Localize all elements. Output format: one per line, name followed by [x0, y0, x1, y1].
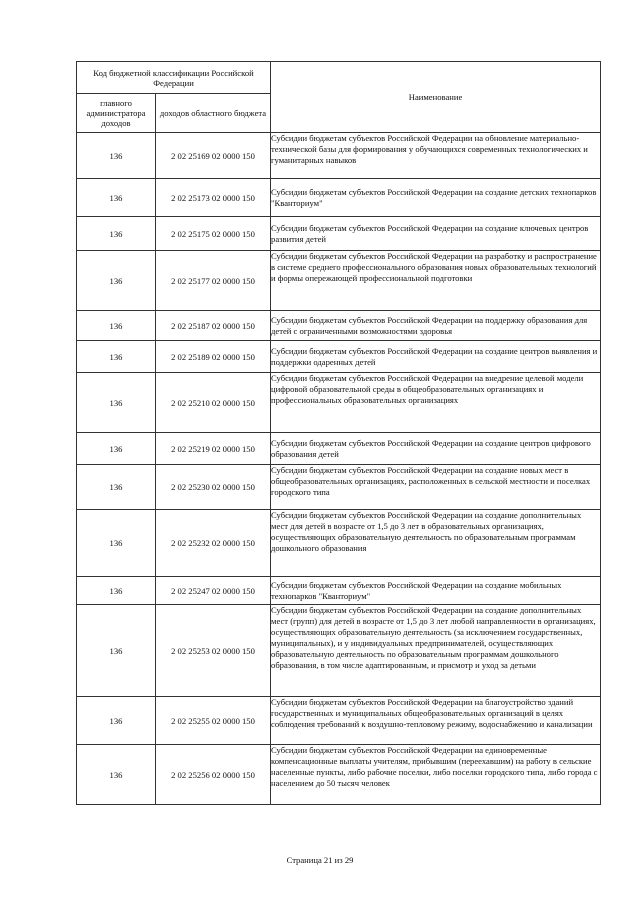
income-code-cell: 2 02 25232 02 0000 150 [156, 510, 271, 577]
table-row [77, 433, 601, 465]
header-classification-group: Код бюджетной классификации Российской Федерации [77, 62, 271, 94]
table-row [77, 605, 601, 697]
admin-code-cell: 136 [77, 697, 156, 745]
table-row [77, 341, 601, 373]
admin-code-cell: 136 [77, 577, 156, 605]
table-row [77, 373, 601, 433]
name-cell: Субсидии бюджетам субъектов Российской Федерации на создание центров цифрового образования детей [271, 433, 601, 465]
admin-code-cell: 136 [77, 251, 156, 311]
name-cell: Субсидии бюджетам субъектов Российской Федерации на создание дополнительных мест для детей в возрасте от 1,5 до 3 лет в образовательных организациях, осуществляющих образовательную деятельность по образовательным программам дошкольного образования [271, 510, 601, 577]
income-code-cell: 2 02 25210 02 0000 150 [156, 373, 271, 433]
table-row [77, 251, 601, 311]
name-cell: Субсидии бюджетам субъектов Российской Федерации на разработку и распространение в системе среднего профессионального образования новых образовательных технологий и формы опережающей профессиональной подготовки [271, 251, 601, 311]
income-code-cell: 2 02 25175 02 0000 150 [156, 217, 271, 251]
name-cell: Субсидии бюджетам субъектов Российской Федерации на поддержку образования для детей с ограниченными возможностями здоровья [271, 311, 601, 341]
header-name: Наименование [271, 62, 601, 133]
income-code-cell: 2 02 25230 02 0000 150 [156, 465, 271, 510]
admin-code-cell: 136 [77, 133, 156, 179]
income-code-cell: 2 02 25189 02 0000 150 [156, 341, 271, 373]
name-cell: Субсидии бюджетам субъектов Российской Федерации на создание ключевых центров развития детей [271, 217, 601, 251]
name-cell: Субсидии бюджетам субъектов Российской Федерации на благоустройство зданий государственных и муниципальных общеобразовательных организаций в целях соблюдения требований к воздушно-тепловому режиму, водоснабжению и канализации [271, 697, 601, 745]
admin-code-cell: 136 [77, 510, 156, 577]
page-footer: Страница 21 из 29 [286, 855, 354, 865]
table-row [77, 577, 601, 605]
admin-code-cell: 136 [77, 341, 156, 373]
table-row [77, 179, 601, 217]
name-cell: Субсидии бюджетам субъектов Российской Федерации на внедрение целевой модели цифровой образовательной среды в общеобразовательных организациях и профессиональных образовательных организациях [271, 373, 601, 433]
name-cell: Субсидии бюджетам субъектов Российской Федерации на создание центров выявления и поддержки одаренных детей [271, 341, 601, 373]
table-row [77, 311, 601, 341]
table-row [77, 217, 601, 251]
name-cell: Субсидии бюджетам субъектов Российской Федерации на создание новых мест в общеобразовательных организациях, расположенных в сельской местности и поселках городского типа [271, 465, 601, 510]
name-cell: Субсидии бюджетам субъектов Российской Федерации на единовременные компенсационные выплаты учителям, прибывшим (переехавшим) на работу в сельские населенные пункты, либо рабочие поселки, либо поселки городского типа, либо города с населением до 50 тысяч человек [271, 745, 601, 805]
income-code-cell: 2 02 25187 02 0000 150 [156, 311, 271, 341]
name-cell: Субсидии бюджетам субъектов Российской Федерации на создание мобильных технопарков "Кванториум" [271, 577, 601, 605]
table-row [77, 697, 601, 745]
income-code-cell: 2 02 25255 02 0000 150 [156, 697, 271, 745]
table-row [77, 133, 601, 179]
header-income-code: доходов областного бюджета [156, 94, 271, 133]
name-cell: Субсидии бюджетам субъектов Российской Федерации на создание детских технопарков "Кванториум" [271, 179, 601, 217]
table-row [77, 465, 601, 510]
budget-classification-table [76, 61, 601, 805]
income-code-cell: 2 02 25219 02 0000 150 [156, 433, 271, 465]
income-code-cell: 2 02 25177 02 0000 150 [156, 251, 271, 311]
header-admin-code: главного администратора доходов [77, 94, 156, 133]
admin-code-cell: 136 [77, 465, 156, 510]
admin-code-cell: 136 [77, 373, 156, 433]
name-cell: Субсидии бюджетам субъектов Российской Федерации на создание дополнительных мест (групп) для детей в возрасте от 1,5 до 3 лет любой направленности в организациях, осуществляющих образовательную деятельность (за исключением государственных, муниципальных), и у индивидуальных предпринимателей, осуществляющих образовательную деятельность по образовательным программам дошкольного образования, в том числе адаптированным, и присмотр и уход за детьми [271, 605, 601, 697]
admin-code-cell: 136 [77, 745, 156, 805]
admin-code-cell: 136 [77, 433, 156, 465]
admin-code-cell: 136 [77, 605, 156, 697]
income-code-cell: 2 02 25253 02 0000 150 [156, 605, 271, 697]
table-row [77, 510, 601, 577]
admin-code-cell: 136 [77, 311, 156, 341]
table-body [77, 133, 601, 805]
admin-code-cell: 136 [77, 179, 156, 217]
table-row [77, 745, 601, 805]
income-code-cell: 2 02 25247 02 0000 150 [156, 577, 271, 605]
name-cell: Субсидии бюджетам субъектов Российской Федерации на обновление материально-технической базы для формирования у обучающихся современных технологических и гуманитарных навыков [271, 133, 601, 179]
income-code-cell: 2 02 25173 02 0000 150 [156, 179, 271, 217]
income-code-cell: 2 02 25169 02 0000 150 [156, 133, 271, 179]
admin-code-cell: 136 [77, 217, 156, 251]
income-code-cell: 2 02 25256 02 0000 150 [156, 745, 271, 805]
